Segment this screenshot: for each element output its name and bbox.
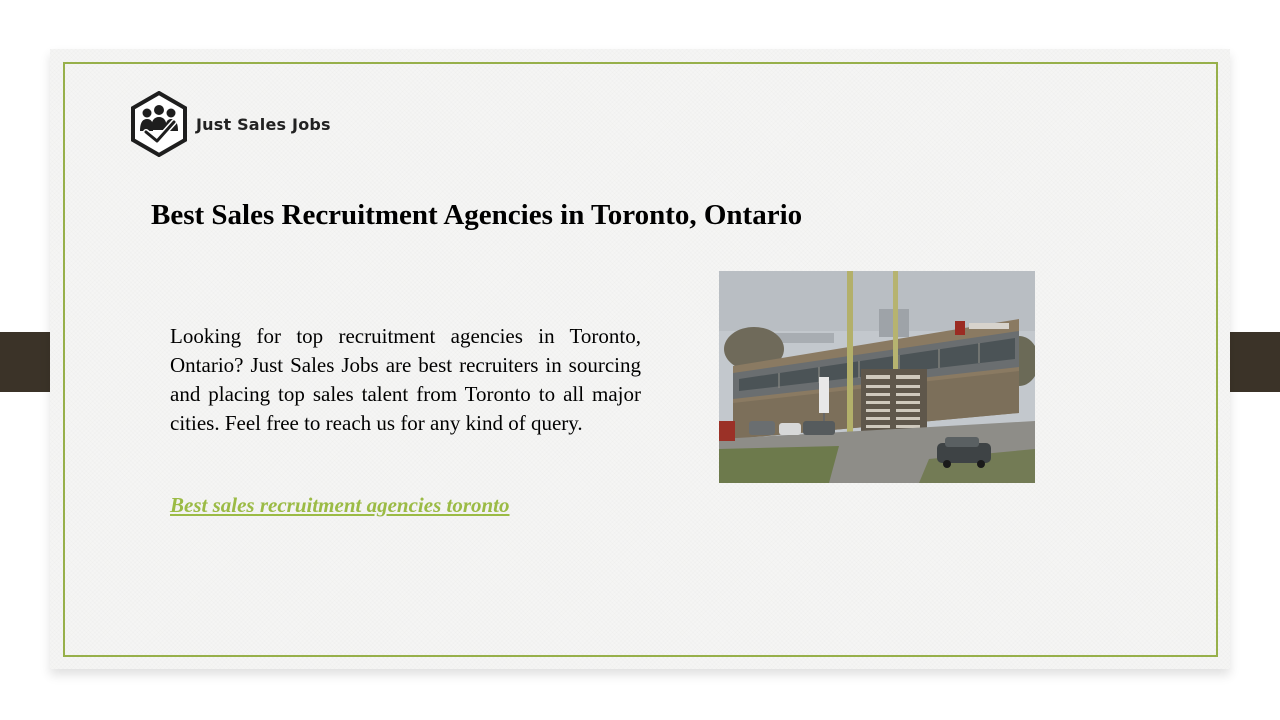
office-building-photo xyxy=(719,271,1035,483)
slide-body-text: Looking for top recruitment agencies in Toronto, Ontario? Just Sales Jobs are best recruiters in sourcing and placing top sales talent from Toronto to all major cities. Feel free to reach us for any kind of query. xyxy=(170,324,641,435)
people-checkmark-hexagon-icon xyxy=(130,91,188,157)
brand-name: Just Sales Jobs xyxy=(196,114,331,134)
slide-card xyxy=(50,49,1230,669)
recruitment-agencies-link[interactable]: Best sales recruitment agencies toronto xyxy=(170,493,510,517)
brand-logo[interactable] xyxy=(130,91,331,157)
slide-title: Best Sales Recruitment Agencies in Toronto, Ontario xyxy=(151,199,803,231)
